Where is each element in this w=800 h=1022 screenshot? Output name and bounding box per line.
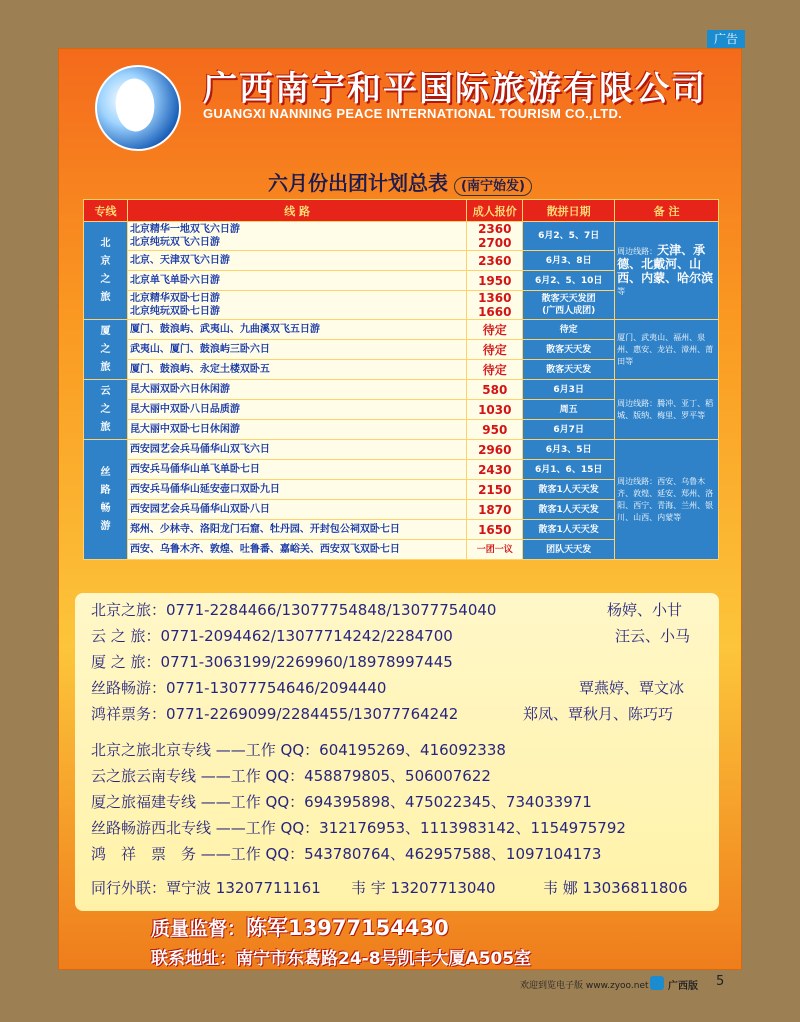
header-route: 线 路: [127, 200, 466, 222]
company-name-cn: 广西南宁和平国际旅游有限公司: [203, 69, 707, 109]
dove-icon: [107, 74, 162, 137]
price-cell: 950: [467, 420, 523, 440]
company-logo: [95, 65, 181, 151]
date-cell: 6月2、5、7日: [523, 222, 615, 251]
line-silk: 丝 路 畅 游: [84, 440, 128, 560]
qq-row: 丝路畅游西北专线 ——工作 QQ：312176953、1113983142、1154975792: [91, 819, 626, 837]
price-cell: 2430: [467, 460, 523, 480]
price-cell: 2150: [467, 480, 523, 500]
route-cell: 昆大丽双卧六日休闲游: [127, 380, 466, 400]
route-cell: 北京单飞单卧六日游: [127, 271, 466, 291]
price-cell: 1950: [467, 271, 523, 291]
contact-address: 联系地址：南宁市东葛路24-8号凯丰大厦A505室: [151, 949, 532, 969]
route-cell: 郑州、少林寺、洛阳龙门石窟、牡丹园、开封包公祠双卧七日: [127, 520, 466, 540]
line-yunnan: 云 之 旅: [84, 380, 128, 440]
date-cell: 散客天天发: [523, 340, 615, 360]
line-xiamen: 厦 之 旅: [84, 320, 128, 380]
date-cell: 散客1人天天发: [523, 520, 615, 540]
price-cell: 580: [467, 380, 523, 400]
contact-row: 丝路畅游：0771-13077754646/2094440 覃燕婷、覃文冰: [91, 679, 685, 697]
qq-row: 云之旅云南专线 ——工作 QQ：458879805、506007622: [91, 767, 491, 785]
route-cell: 北京精华一地双飞六日游 北京纯玩双飞六日游: [127, 222, 466, 251]
schedule-title-text: 六月份出团计划总表: [268, 171, 449, 195]
header-price: 成人报价: [467, 200, 523, 222]
page-number: 5: [716, 974, 725, 989]
site-logo-icon: [650, 976, 664, 990]
header-date: 散拼日期: [523, 200, 615, 222]
date-cell: 散客天天发团 (广西人成团): [523, 291, 615, 320]
qq-row: 鸿 祥 票 务 ——工作 QQ：543780764、462957588、1097104173: [91, 845, 602, 863]
note-yunnan: 周边线路：腾冲、亚丁、稻城、版纳、梅里、罗平等: [615, 380, 719, 440]
date-cell: 散客1人天天发: [523, 480, 615, 500]
qq-row: 厦之旅福建专线 ——工作 QQ：694395898、475022345、734033971: [91, 793, 592, 811]
route-cell: 昆大丽中双卧八日品质游: [127, 400, 466, 420]
route-cell: 西安园艺会兵马俑华山双卧八日: [127, 500, 466, 520]
table-header-row: [84, 200, 719, 222]
price-cell: 1360 1660: [467, 291, 523, 320]
contact-row: 北京之旅：0771-2284466/13077754848/13077754040 杨婷、小甘: [91, 601, 683, 619]
date-cell: 团队天天发: [523, 540, 615, 560]
footer-text: 欢迎到览电子版 www.zyoo.net: [520, 981, 649, 991]
date-cell: 周五: [523, 400, 615, 420]
route-cell: 北京精华双卧七日游 北京纯玩双卧七日游: [127, 291, 466, 320]
table-row: [84, 320, 719, 340]
date-cell: 6月3日: [523, 380, 615, 400]
header-line: 专线: [84, 200, 128, 222]
date-cell: 6月7日: [523, 420, 615, 440]
footer-brand: 广西版: [668, 981, 698, 992]
route-cell: 北京、天津双飞六日游: [127, 251, 466, 271]
price-cell: 2360 2700: [467, 222, 523, 251]
contacts-panel: [75, 593, 719, 911]
price-cell: 待定: [467, 340, 523, 360]
schedule-title: [59, 167, 741, 196]
price-cell: 2960: [467, 440, 523, 460]
route-cell: 西安兵马俑华山延安壶口双卧九日: [127, 480, 466, 500]
price-cell: 待定: [467, 360, 523, 380]
contact-row: 云 之 旅：0771-2094462/13077714242/2284700 汪云、小马: [91, 627, 691, 645]
table-row: [84, 440, 719, 460]
date-cell: 待定: [523, 320, 615, 340]
note-xiamen: 厦门、武夷山、福州、泉州、惠安、龙岩、漳州、莆田等: [615, 320, 719, 380]
price-cell: 一团一议: [467, 540, 523, 560]
note-beijing: 周边线路：天津、承德、北戴河、山西、内蒙、哈尔滨等: [615, 222, 719, 320]
ad-tag: 广告: [707, 30, 745, 48]
contact-row: 厦 之 旅：0771-3063199/2269960/18978997445: [91, 653, 453, 671]
route-cell: 厦门、鼓浪屿、武夷山、九曲溪双飞五日游: [127, 320, 466, 340]
qq-row: 北京之旅北京专线 ——工作 QQ：604195269、416092338: [91, 741, 506, 759]
poster: [58, 48, 742, 970]
price-cell: 1030: [467, 400, 523, 420]
route-cell: 西安、乌鲁木齐、敦煌、吐鲁番、嘉峪关、西安双飞双卧七日: [127, 540, 466, 560]
date-cell: 6月3、8日: [523, 251, 615, 271]
route-cell: 西安兵马俑华山单飞单卧七日: [127, 460, 466, 480]
price-cell: 1650: [467, 520, 523, 540]
date-cell: 6月1、6、15日: [523, 460, 615, 480]
peer-contacts: 同行外联：覃宁波 13207711161 韦 宇 13207713040 韦 娜 13036811806: [91, 879, 688, 897]
line-beijing: 北 京 之 旅: [84, 222, 128, 320]
contact-row: 鸿祥票务：0771-2269099/2284455/13077764242 郑凤、覃秋月、陈巧巧: [91, 705, 674, 723]
date-cell: 散客天天发: [523, 360, 615, 380]
route-cell: 西安园艺会兵马俑华山双飞六日: [127, 440, 466, 460]
route-cell: 昆大丽中双卧七日休闲游: [127, 420, 466, 440]
schedule-subtitle: (南宁始发): [454, 177, 532, 196]
price-cell: 2360: [467, 251, 523, 271]
price-cell: 1870: [467, 500, 523, 520]
date-cell: 6月3、5日: [523, 440, 615, 460]
schedule-table: [83, 199, 719, 560]
date-cell: 6月2、5、10日: [523, 271, 615, 291]
price-cell: 待定: [467, 320, 523, 340]
table-row: [84, 380, 719, 400]
company-name-en: GUANGXI NANNING PEACE INTERNATIONAL TOURISM CO.,LTD.: [203, 106, 623, 121]
table-row: [84, 222, 719, 251]
header-note: 备 注: [615, 200, 719, 222]
quality-supervision: 质量监督：陈军13977154430: [151, 916, 449, 940]
date-cell: 散客1人天天发: [523, 500, 615, 520]
route-cell: 厦门、鼓浪屿、永定土楼双卧五: [127, 360, 466, 380]
route-cell: 武夷山、厦门、鼓浪屿三卧六日: [127, 340, 466, 360]
note-silk: 周边线路：西安、乌鲁木齐、敦煌、延安、郑州、洛阳、西宁、青海、兰州、银川、山西、内蒙等: [615, 440, 719, 560]
